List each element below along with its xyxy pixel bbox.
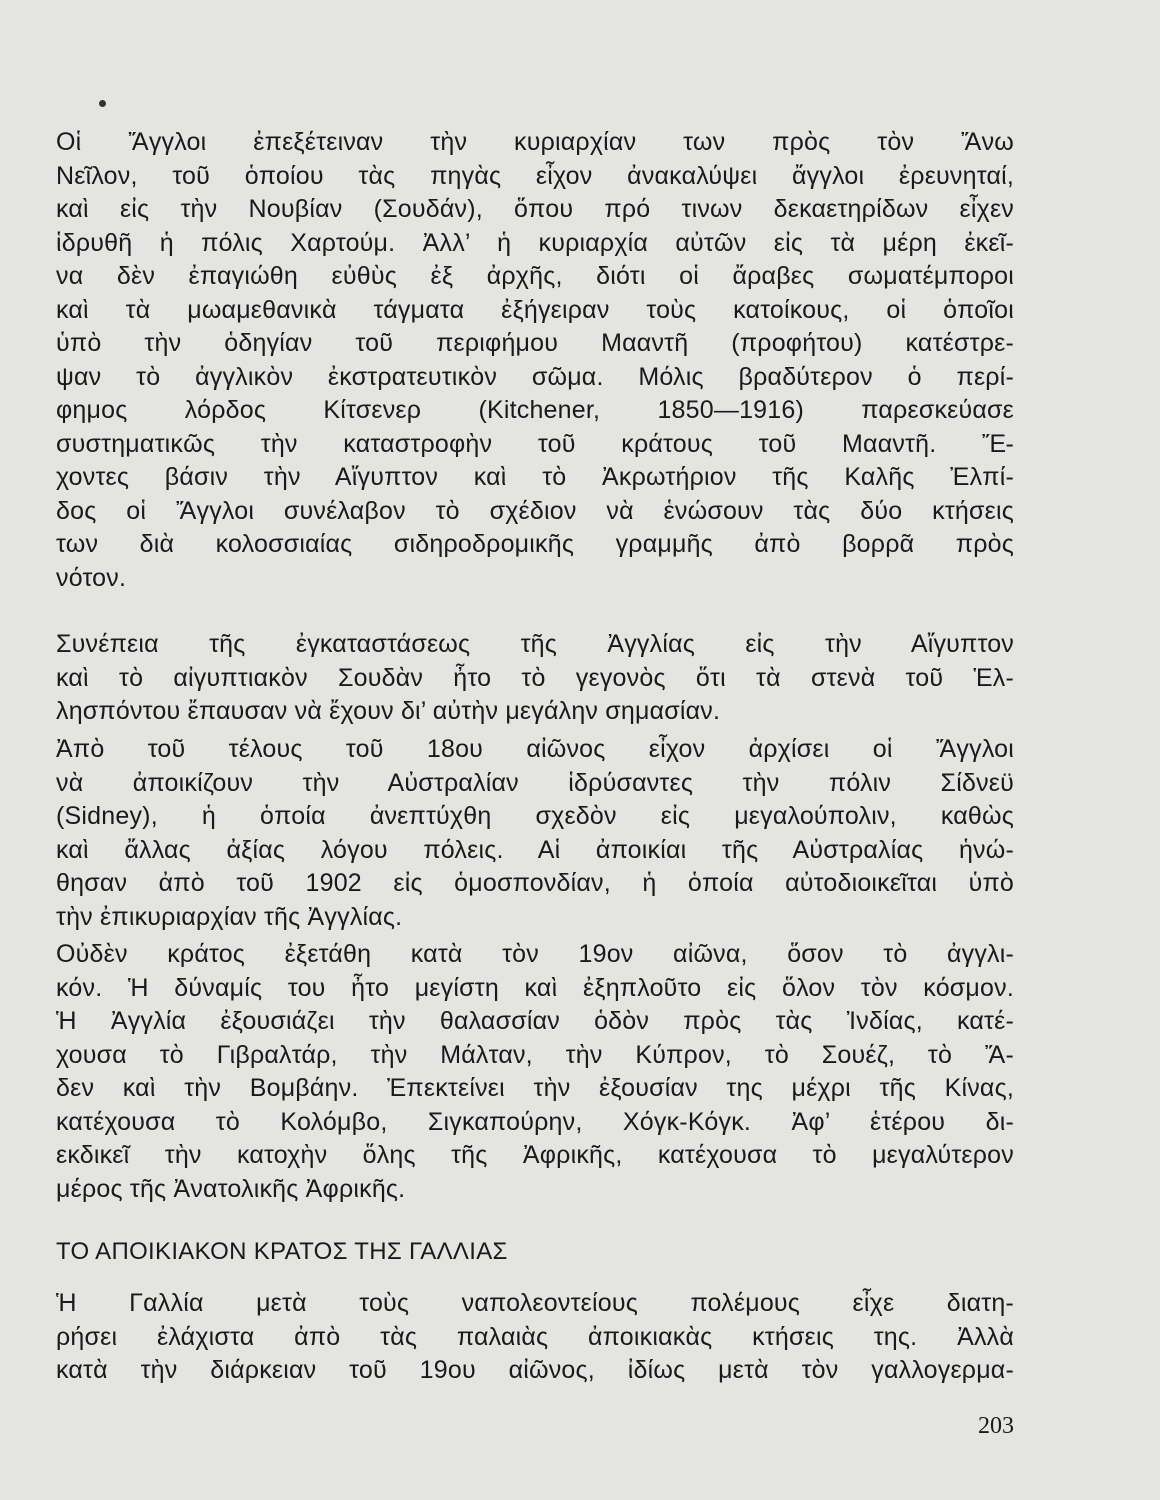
text-line: να δὲν ἐπαγιώθη εὐθὺς ἐξ ἀρχῆς, διότι οἱ ἄραβες σωματέμποροι <box>56 262 1014 290</box>
text-line: νότον. <box>56 563 127 592</box>
text-line: των διὰ κολοσσιαίας σιδηροδρομικῆς γραμμῆς ἀπὸ βορρᾶ πρὸς <box>56 530 1014 558</box>
text-line: καὶ ἄλλας ἀξίας λόγου πόλεις. Αἱ ἀποικίαι τῆς Αὐστραλίας ἡνώ- <box>56 835 1014 864</box>
paragraph-france <box>56 1287 1014 1388</box>
paragraph-england-nile <box>56 126 1014 595</box>
text-line: χοντες βάσιν τὴν Αἴγυπτον καὶ τὸ Ἀκρωτήριον τῆς Καλῆς Ἐλπί- <box>56 463 1014 491</box>
text-line: Συνέπεια τῆς ἐγκαταστάσεως τῆς Ἀγγλίας εἰς τὴν Αἴγυπτον <box>56 630 1014 658</box>
text-line: καὶ τὸ αἰγυπτιακὸν Σουδὰν ἦτο τὸ γεγονὸς ὅτι τὰ στενὰ τοῦ Ἑλ- <box>56 663 1014 692</box>
text-line: λησπόντου ἔπαυσαν νὰ ἔχουν δι’ αὐτὴν μεγάλην σημασίαν. <box>56 697 721 725</box>
paragraph-english-power <box>56 938 1014 1206</box>
text-line: μέρος τῆς Ἀνατολικῆς Ἀφρικῆς. <box>56 1174 406 1203</box>
text-line: Ἀπὸ τοῦ τέλους τοῦ 18ου αἰῶνος εἶχον ἀρχίσει οἱ Ἄγγλοι <box>56 735 1014 763</box>
text-line: (Sidney), ἡ ὁποία ἀνεπτύχθη σχεδὸν εἰς μεγαλούπολιν, καθὼς <box>56 802 1014 830</box>
text-line: τὴν ἐπικυριαρχίαν τῆς Ἀγγλίας. <box>56 902 403 931</box>
text-line: ψαν τὸ ἀγγλικὸν ἐκστρατευτικὸν σῶμα. Μόλις βραδύτερον ὁ περί- <box>56 362 1014 391</box>
text-line: εκδικεῖ τὴν κατοχὴν ὅλης τῆς Ἀφρικῆς, κατέχουσα τὸ μεγαλύτερον <box>56 1141 1014 1169</box>
text-line: Ἡ Ἀγγλία ἐξουσιάζει τὴν θαλασσίαν ὁδὸν πρὸς τὰς Ἰνδίας, κατέ- <box>56 1007 1014 1035</box>
text-line: χουσα τὸ Γιβραλτάρ, τὴν Μάλταν, τὴν Κύπρον, τὸ Σουέζ, τὸ Ἄ- <box>56 1040 1014 1069</box>
text-line: καὶ εἰς τὴν Νουβίαν (Σουδάν), ὅπου πρό τινων δεκαετηρίδων εἶχεν <box>56 195 1014 223</box>
text-line: δος οἱ Ἄγγλοι συνέλαβον τὸ σχέδιον νὰ ἑνώσουν τὰς δύο κτήσεις <box>56 496 1014 525</box>
section-heading: ΤΟ ΑΠΟΙΚΙΑΚΟΝ ΚΡΑΤΟΣ ΤΗΣ ΓΑΛΛΙΑΣ <box>56 1238 508 1265</box>
page-mark-dot <box>99 100 106 107</box>
text-line: συστηματικῶς τὴν καταστροφὴν τοῦ κράτους τοῦ Μααντῆ. Ἔ- <box>56 429 1014 458</box>
text-line: δεν καὶ τὴν Βομβάην. Ἐπεκτείνει τὴν ἐξουσίαν της μέχρι τῆς Κίνας, <box>56 1074 1014 1102</box>
paragraph-dardanelles <box>56 628 1014 729</box>
text-line: νὰ ἀποικίζουν τὴν Αὐστραλίαν ἱδρύσαντες τὴν πόλιν Σίδνεϋ <box>56 768 1014 797</box>
paragraph-australia <box>56 733 1014 934</box>
text-line: ὑπὸ τὴν ὁδηγίαν τοῦ περιφήμου Μααντῆ (προφήτου) κατέστρε- <box>56 329 1014 357</box>
text-line: ρήσει ἐλάχιστα ἀπὸ τὰς παλαιὰς ἀποικιακὰς κτήσεις της. Ἀλλὰ <box>56 1322 1014 1351</box>
text-line: καὶ τὰ μωαμεθανικὰ τάγματα ἐξήγειραν τοὺς κατοίκους, οἱ ὁποῖοι <box>56 295 1014 324</box>
text-line: κατέχουσα τὸ Κολόμβο, Σιγκαπούρην, Χόγκ-Κόγκ. Ἀφ’ ἑτέρου δι- <box>56 1107 1014 1136</box>
text-line: Ἡ Γαλλία μετὰ τοὺς ναπολεοντείους πολέμους εἶχε διατη- <box>56 1289 1014 1317</box>
text-line: Νεῖλον, τοῦ ὁποίου τὰς πηγὰς εἶχον ἀνακαλύψει ἄγγλοι ἐρευνηταί, <box>56 161 1014 190</box>
text-line: ἱδρυθῆ ἡ πόλις Χαρτούμ. Ἀλλ’ ἡ κυριαρχία αὐτῶν εἰς τὰ μέρη ἐκεῖ- <box>56 228 1014 257</box>
page-number: 203 <box>978 1413 1014 1439</box>
text-line: Οὐδὲν κράτος ἐξετάθη κατὰ τὸν 19ον αἰῶνα, ὅσον τὸ ἀγγλι- <box>56 940 1014 968</box>
text-line: κόν. Ἡ δύναμίς του ἦτο μεγίστη καὶ ἐξηπλοῦτο εἰς ὅλον τὸν κόσμον. <box>56 973 1014 1002</box>
text-line: θησαν ἀπὸ τοῦ 1902 εἰς ὁμοσπονδίαν, ἡ ὁποία αὐτοδιοικεῖται ὑπὸ <box>56 869 1014 897</box>
text-line: φημος λόρδος Κίτσενερ (Kitchener, 1850—1916) παρεσκεύασε <box>56 396 1014 424</box>
text-line: κατὰ τὴν διάρκειαν τοῦ 19ου αἰῶνος, ἰδίως μετὰ τὸν γαλλογερμα- <box>56 1356 1014 1384</box>
text-line: Οἱ Ἄγγλοι ἐπεξέτειναν τὴν κυριαρχίαν των πρὸς τὸν Ἄνω <box>56 128 1014 156</box>
